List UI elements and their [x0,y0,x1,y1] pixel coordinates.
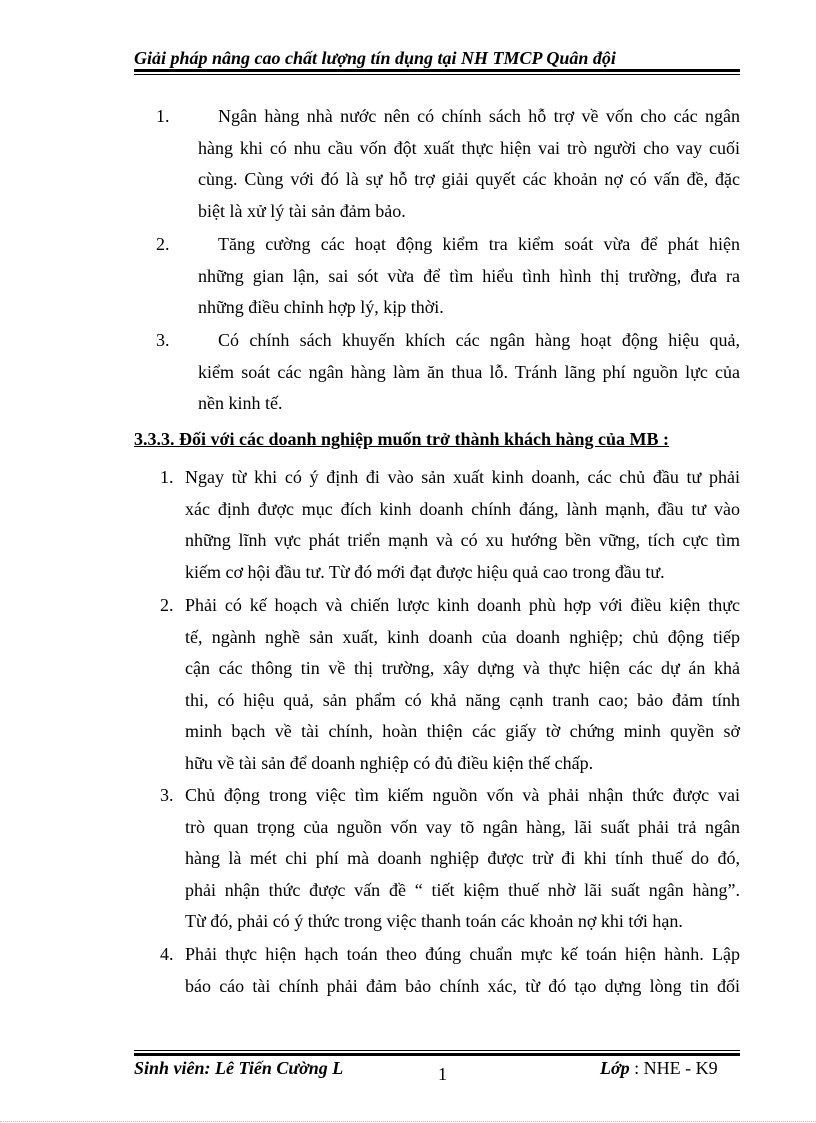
text-line: Ngân hàng nhà nước nên có chính sách hỗ trợ về vốn cho các ngân [218,106,740,126]
text-line: hàng khi có nhu cầu vốn đột xuất thực hiện vai trò người cho vay cuối [198,137,740,158]
text-line: tế, ngành nghề sản xuất, kinh doanh của doanh nghiệp; chủ động tiếp [185,626,740,647]
list-a-item-2 [198,229,740,324]
list-b-item-3 [185,780,740,938]
text-line: cận các thông tin về thị trường, xây dựng và thực hiện các dự án khả [185,658,740,678]
header-rule-thin [134,74,740,75]
footer-class-value: : NHE - K9 [634,1058,718,1078]
footer-rule-thick [134,1053,740,1056]
list-a-number-1: 1. [156,106,170,126]
list-a-number-2: 2. [156,234,170,254]
header-title: Giải pháp nâng cao chất lượng tín dụng tại NH TMCP Quân đội [134,48,616,68]
text-line: hữu về tài sản để doanh nghiệp có đủ điều kiện thế chấp. [185,752,594,773]
page-bottom-edge [0,1121,816,1122]
text-line: hàng là mét chi phí mà doanh nghiệp được trừ đi khi tính thuế do đó, [185,848,740,868]
text-line: Phải có kế hoạch và chiến lược kinh doanh phù hợp với điều kiện thực [185,595,740,615]
text-line: biệt là xử lý tài sản đảm bảo. [198,200,406,221]
page-number: 1 [438,1064,447,1084]
text-line: những gian lận, sai sót vừa để tìm hiểu tình hình thị trường, đưa ra [198,265,740,286]
text-line: Có chính sách khuyến khích các ngân hàng hoạt động hiệu quả, [218,330,740,350]
list-b-item-4 [185,939,740,1002]
text-line: kiểm soát các ngân hàng làm ăn thua lỗ. Tránh lãng phí nguồn lực của [198,361,740,382]
list-b-number-1: 1. [160,467,174,487]
text-line: Phải thực hiện hạch toán theo đúng chuẩn mực kế toán hiện hành. Lập [185,944,740,964]
text-line: Chủ động trong việc tìm kiếm nguồn vốn và phải nhận thức được vai [185,785,740,805]
text-line: kiếm cơ hội đầu tư. Từ đó mới đạt được hiệu quả cao trong đầu tư. [185,561,665,582]
text-line: minh bạch về tài chính, hoàn thiện các giấy tờ chứng minh quyền sở [185,721,740,741]
text-line: những lĩnh vực phát triển mạnh và có xu hướng bền vững, tích cực tìm [185,530,740,550]
footer-rule-thin [134,1050,740,1051]
list-b-number-3: 3. [160,785,174,805]
text-line: thi, có hiệu quả, sản phẩm có khả năng cạnh tranh cao; bảo đảm tính [185,689,740,710]
text-line: trò quan trọng của nguồn vốn vay tõ ngân hàng, lãi suất phải trả ngân [185,816,740,837]
list-a-number-3: 3. [156,330,170,350]
header-rule-thick [134,69,740,72]
list-b-item-2 [185,590,740,779]
text-line: Từ đó, phải có ý thức trong việc thanh toán các khoản nợ khi tới hạn. [185,911,683,931]
list-b-item-1 [185,462,740,588]
text-line: xác định được mục đích kinh doanh chính đáng, lành mạnh, đầu tư vào [185,498,740,519]
text-line: báo cáo tài chính phải đảm bảo chính xác, từ đó tạo dựng lòng tin đối [185,975,740,996]
footer-class-label: Lớp [600,1058,630,1078]
footer-student: Sinh viên: Lê Tiến Cường L [134,1058,344,1078]
footer-class [600,1058,718,1079]
text-line: những điều chỉnh hợp lý, kịp thời. [198,297,444,317]
list-a-item-1 [198,101,740,227]
text-line: phải nhận thức được vấn đề “ tiết kiệm thuế nhờ lãi suất ngân hàng”. [185,879,740,900]
text-line: cùng. Cùng với đó là sự hỗ trợ giải quyết các khoản nợ có vấn đề, đặc [198,169,740,189]
text-line: Ngay từ khi có ý định đi vào sản xuất kinh doanh, các chủ đầu tư phải [185,467,740,487]
list-b-number-2: 2. [160,595,174,615]
list-a-item-3 [198,325,740,420]
text-line: nền kinh tế. [198,393,283,413]
text-line: Tăng cường các hoạt động kiểm tra kiểm soát vừa để phát hiện [218,234,740,254]
list-b-number-4: 4. [160,944,174,964]
section-heading: 3.3.3. Đối với các doanh nghiệp muốn trở thành khách hàng của MB : [134,429,670,449]
